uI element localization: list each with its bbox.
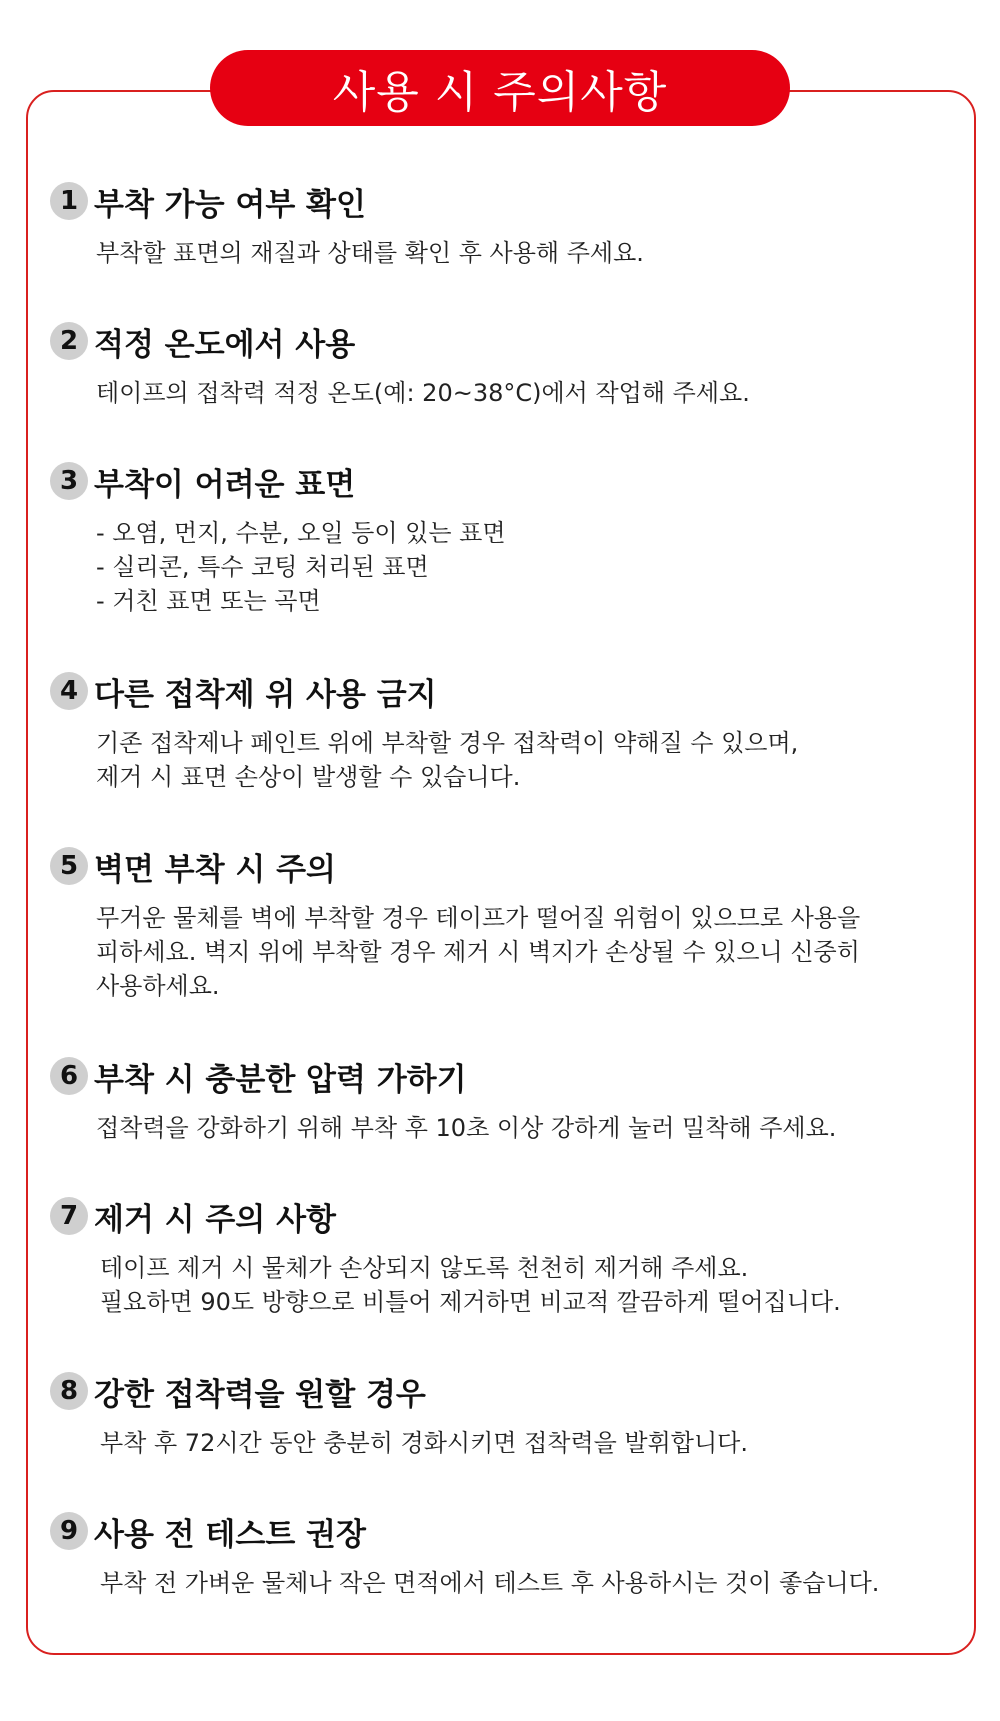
- section-text: - 오염, 먼지, 수분, 오일 등이 있는 표면: [96, 519, 506, 547]
- section-title: 부착이 어려운 표면: [94, 466, 356, 503]
- section-text: 필요하면 90도 방향으로 비틀어 제거하면 비교적 깔끔하게 떨어집니다.: [100, 1288, 841, 1316]
- section-text: 테이프의 접착력 적정 온도(예: 20~38°C)에서 작업해 주세요.: [96, 379, 750, 407]
- section-number-badge: 9: [50, 1512, 88, 1550]
- notice-section-2: [50, 318, 950, 410]
- notice-section-4: [50, 668, 950, 794]
- section-number-badge: 1: [50, 182, 88, 220]
- section-text: 사용하세요.: [96, 972, 220, 1000]
- section-text: 부착할 표면의 재질과 상태를 확인 후 사용해 주세요.: [96, 239, 644, 267]
- section-text: 무거운 물체를 벽에 부착할 경우 테이프가 떨어질 위험이 있으므로 사용을: [96, 904, 861, 932]
- notice-section-7: [50, 1193, 950, 1319]
- notice-section-6: [50, 1053, 950, 1145]
- section-number-badge: 5: [50, 847, 88, 885]
- section-title: 부착 시 충분한 압력 가하기: [94, 1061, 467, 1098]
- section-text: 피하세요. 벽지 위에 부착할 경우 제거 시 벽지가 손상될 수 있으니 신중히: [96, 938, 860, 966]
- section-number-badge: 2: [50, 322, 88, 360]
- section-title: 다른 접착제 위 사용 금지: [94, 676, 437, 713]
- section-text: 부착 후 72시간 동안 충분히 경화시키면 접착력을 발휘합니다.: [100, 1429, 748, 1457]
- section-title: 적정 온도에서 사용: [94, 326, 356, 363]
- section-number-badge: 3: [50, 462, 88, 500]
- page-title: 사용 시 주의사항: [210, 50, 790, 126]
- section-text: - 실리콘, 특수 코팅 처리된 표면: [96, 553, 429, 581]
- section-title: 사용 전 테스트 권장: [94, 1516, 366, 1553]
- section-number-badge: 7: [50, 1197, 88, 1235]
- section-number-badge: 6: [50, 1057, 88, 1095]
- section-number-badge: 4: [50, 672, 88, 710]
- section-text: 접착력을 강화하기 위해 부착 후 10초 이상 강하게 눌러 밀착해 주세요.: [96, 1114, 837, 1142]
- section-number-badge: 8: [50, 1372, 88, 1410]
- section-text: - 거친 표면 또는 곡면: [96, 587, 321, 615]
- notice-section-9: [50, 1508, 950, 1600]
- section-text: 테이프 제거 시 물체가 손상되지 않도록 천천히 제거해 주세요.: [100, 1254, 749, 1282]
- section-text: 제거 시 표면 손상이 발생할 수 있습니다.: [96, 763, 521, 791]
- section-title: 제거 시 주의 사항: [94, 1201, 336, 1238]
- section-title: 벽면 부착 시 주의: [94, 851, 336, 888]
- notice-section-5: [50, 843, 950, 1003]
- section-title: 부착 가능 여부 확인: [94, 186, 366, 223]
- notice-section-3: [50, 458, 950, 618]
- section-text: 기존 접착제나 페인트 위에 부착할 경우 접착력이 약해질 수 있으며,: [96, 729, 799, 757]
- notice-section-8: [50, 1368, 950, 1460]
- notice-section-1: [50, 178, 950, 270]
- section-title: 강한 접착력을 원할 경우: [94, 1376, 426, 1413]
- section-text: 부착 전 가벼운 물체나 작은 면적에서 테스트 후 사용하시는 것이 좋습니다.: [100, 1569, 880, 1597]
